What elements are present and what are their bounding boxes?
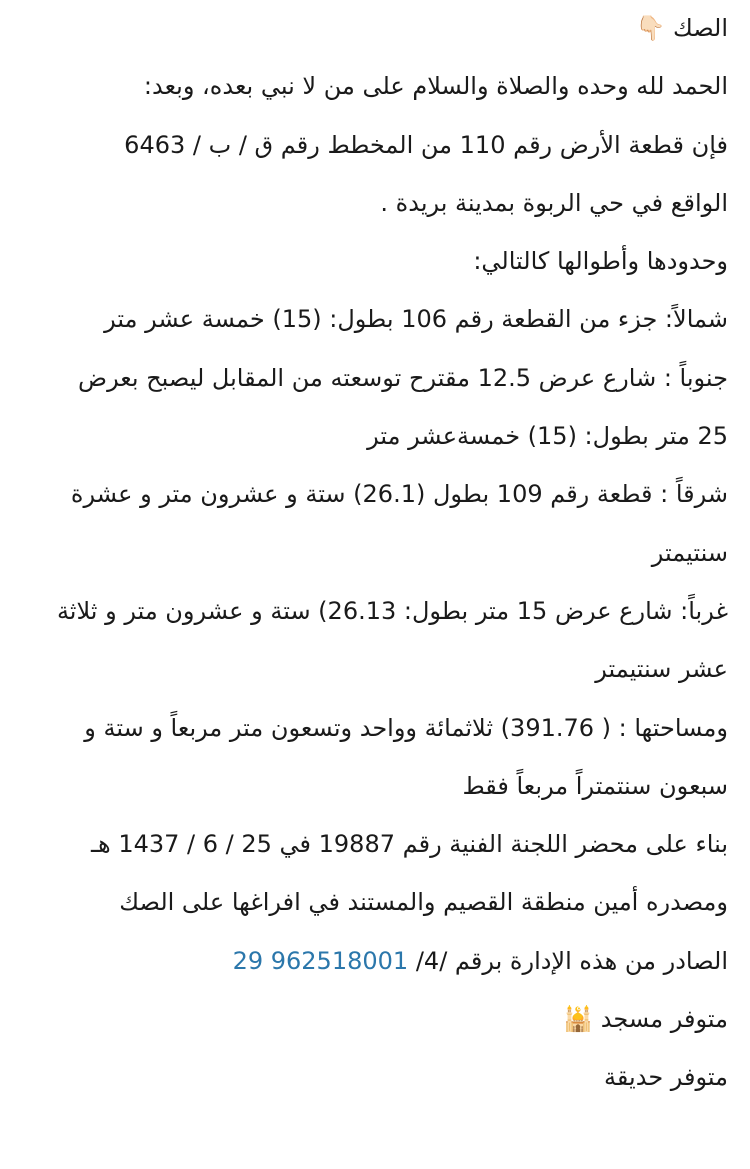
- text-line: سبعون سنتمتراً مربعاً فقط: [462, 771, 728, 800]
- text-line: الحمد لله وحده والصلاة والسلام على من لا نبي بعده، وبعد:: [143, 72, 728, 101]
- text-line: شمالاً: جزء من القطعة رقم 106 بطول: (15) خمسة عشر متر: [104, 305, 728, 334]
- pointing-down-hand-icon: 👇🏻: [635, 14, 666, 42]
- mosque-icon: 🕌: [563, 1005, 594, 1034]
- text-line: ومصدره أمين منطقة القصيم والمستند في افراغها على الصك: [119, 888, 728, 917]
- issued-prefix: الصادر من هذه الإدارة برقم /4/: [415, 946, 728, 975]
- text-line: شرقاً : قطعة رقم 109 بطول (26.1) ستة و عشرون متر و عشرة: [70, 480, 728, 509]
- mosque-line: [10, 997, 728, 1055]
- text-line: ومساحتها : ( 391.76) ثلاثمائة وواحد وتسعون متر مربعاً و ستة و: [84, 713, 728, 742]
- text-line: بناء على محضر اللجنة الفنية رقم 19887 في 25 / 6 / 1437 هـ: [90, 830, 728, 859]
- deed-title: [10, 6, 728, 64]
- text-line: سنتيمتر: [651, 538, 728, 567]
- text-line: 25 متر بطول: (15) خمسةعشر متر: [367, 422, 728, 451]
- text-line: عشر سنتيمتر: [595, 655, 728, 684]
- text-line: الواقع في حي الربوة بمدينة بريدة .: [380, 188, 728, 217]
- text-line: وحدودها وأطوالها كالتالي:: [473, 247, 728, 276]
- text-line: فإن قطعة الأرض رقم 110 من المخطط رقم ق / ب / 6463: [124, 130, 728, 159]
- title-text: الصك: [672, 14, 728, 42]
- deed-number-link[interactable]: 29 962518001: [232, 946, 409, 975]
- mosque-text: متوفر مسجد: [600, 1005, 728, 1034]
- text-line: غرباً: شارع عرض 15 متر بطول: 26.13) ستة و عشرون متر و ثلاثة: [56, 596, 728, 625]
- garden-line: متوفر حديقة: [604, 1063, 728, 1092]
- issued-line: [10, 939, 728, 997]
- text-line: جنوباً : شارع عرض 12.5 مقترح توسعته من المقابل ليصبح بعرض: [78, 363, 728, 392]
